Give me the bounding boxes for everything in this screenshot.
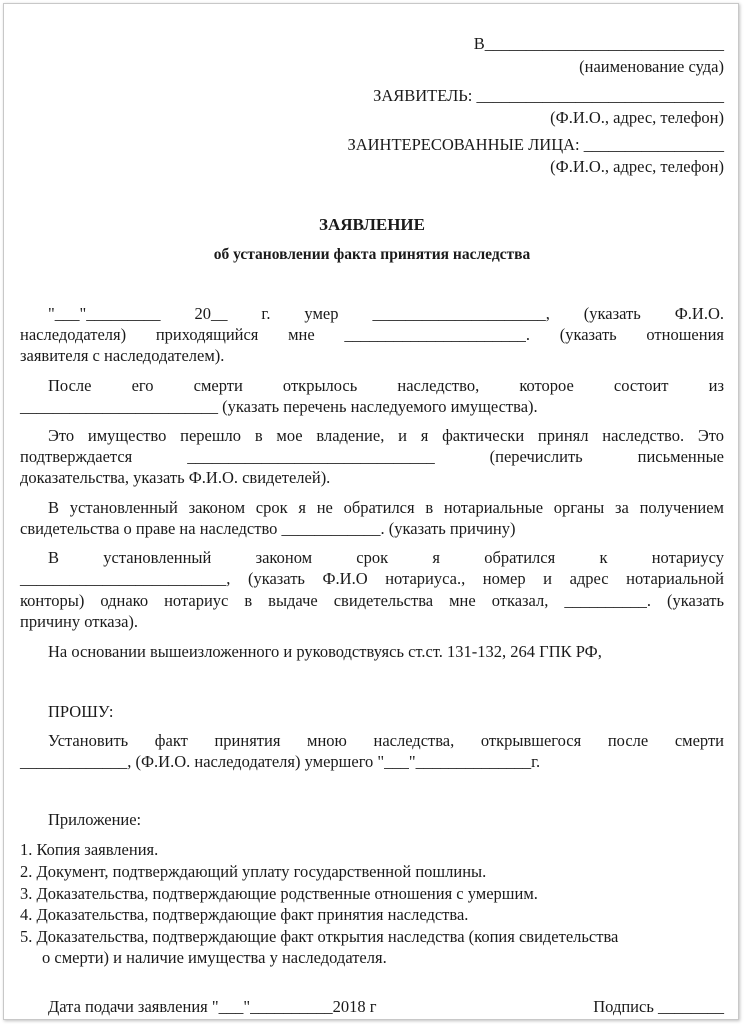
paragraph-5-line-3: конторы) однако нотариус в выдаче свидетельства мне отказал, __________. (указать [20,591,724,610]
paragraph-1-line-1: "___"_________ 20__ г. умер _____________________, (указать Ф.И.О. [48,304,724,323]
paragraph-1-line-2: наследодателя) приходящийся мне ______________________. (указать отношения [20,325,724,344]
request-line-1: Установить факт принятия мною наследства, открывшегося после смерти [48,731,724,750]
paragraph-5-line-1: В установленный законом срок я обратился к нотариусу [48,548,724,567]
paragraph-3-line-3: доказательства, указать Ф.И.О. свидетелей). [20,468,331,487]
document-subtitle: об установлении факта принятия наследства [213,246,531,263]
applicant-line: ЗАЯВИТЕЛЬ: ______________________________ [373,86,724,105]
paragraph-6-line-1: На основании вышеизложенного и руководствуясь ст.ст. 131-132, 264 ГПК РФ, [48,642,602,661]
attachments-heading: Приложение: [48,810,142,829]
paragraph-4-line-1: В установленный законом срок я не обратился в нотариальные органы за получением [48,498,724,517]
paragraph-2-line-1: После его смерти открылось наследство, которое состоит из [48,376,724,395]
attachment-item-5-continuation: о смерти) и наличие имущества у наследодателя. [42,948,387,967]
paragraph-2-line-2: ________________________ (указать перечень наследуемого имущества). [20,397,538,416]
document-title: ЗАЯВЛЕНИЕ [318,215,425,234]
attachment-item-3: 3. Доказательства, подтверждающие родственные отношения с умершим. [20,884,538,903]
paragraph-3-line-2: подтверждается ______________________________ (перечислить письменные [20,447,724,466]
document-page [20,0,724,1024]
interested-caption: (Ф.И.О., адрес, телефон) [550,157,724,176]
attachment-item-1: 1. Копия заявления. [20,840,159,859]
interested-line: ЗАИНТЕРЕСОВАННЫЕ ЛИЦА: _________________ [347,135,724,154]
request-line-2: _____________, (Ф.И.О. наследодателя) умершего "___"______________г. [20,752,541,771]
court-line: В_____________________________ [473,34,724,53]
court-caption: (наименование суда) [579,57,724,76]
signature-field: Подпись ________ [593,997,724,1016]
attachment-item-2: 2. Документ, подтверждающий уплату государственной пошлины. [20,862,487,881]
attachment-item-5: 5. Доказательства, подтверждающие факт открытия наследства (копия свидетельства [20,927,619,946]
paragraph-5-line-4: причину отказа). [20,612,139,631]
paragraph-5-line-2: _________________________, (указать Ф.И.О нотариуса., номер и адрес нотариальной [20,569,724,588]
applicant-caption: (Ф.И.О., адрес, телефон) [550,108,724,127]
submission-date: Дата подачи заявления "___"__________2018 г [48,997,377,1016]
paragraph-1-line-3: заявителя с наследодателем). [20,346,225,365]
paragraph-4-line-2: свидетельства о праве на наследство ____________. (указать причину) [20,519,516,538]
paragraph-3-line-1: Это имущество перешло в мое владение, и я фактически принял наследство. Это [48,426,724,445]
attachment-item-4: 4. Доказательства, подтверждающие факт принятия наследства. [20,905,469,924]
request-heading: ПРОШУ: [48,702,114,721]
